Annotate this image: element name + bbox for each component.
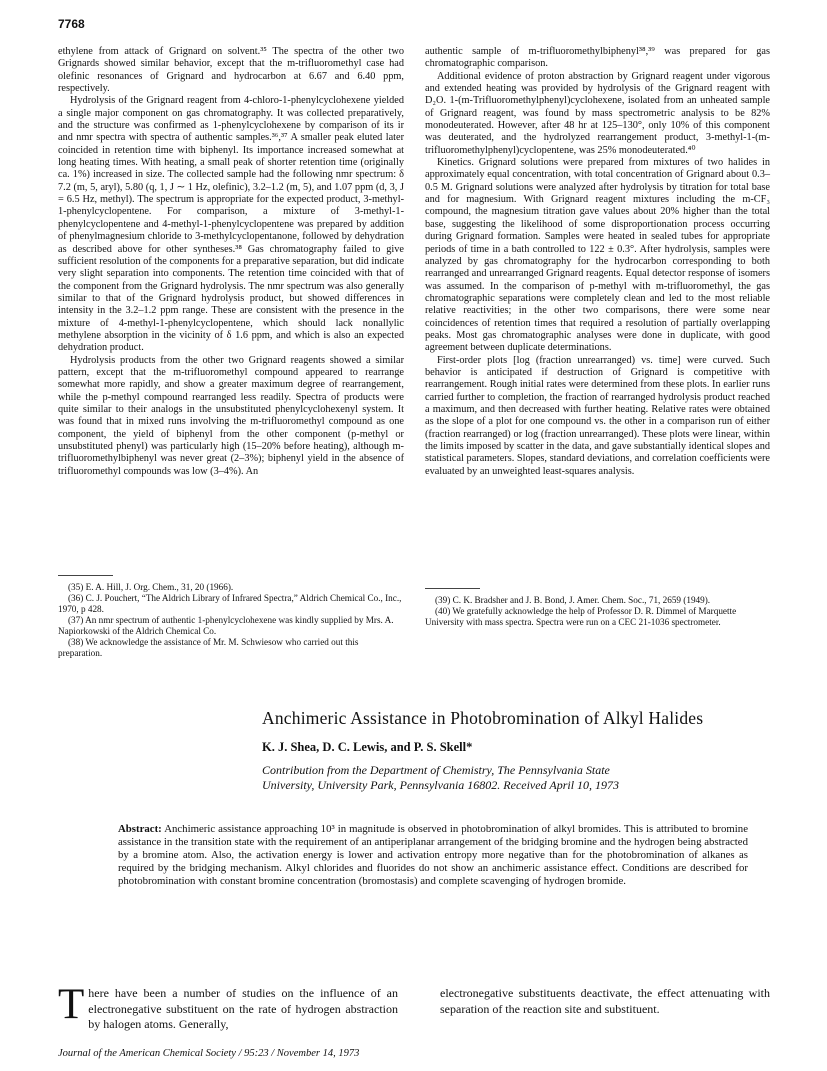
paragraph: First-order plots [log (fraction unrearranged) vs. time] were curved. Such behavior is anticipated if destruction of Grignard is competitive with rearrangement. Rough initial rates were determined from these plots. In earlier runs carried further to completion, the fraction of rearranged hydrolysis product reached a maximum, and then decreased with further heating. Relative rates were obtained as the slope of a plot for one compound vs. the other in a comparison run of either (fraction rearranged) or log (fraction unrearranged). These plots were linear, within the limits imposed by scatter in the data, and gave substantially identical slopes and statistical parameters. Slopes, standard deviations, and correlation coefficients were evaluated by an unweighted least-squares analysis. — [425, 354, 770, 477]
footnote-rule — [58, 575, 113, 576]
article-authors: K. J. Shea, D. C. Lewis, and P. S. Skell* — [262, 740, 473, 754]
footnote: (35) E. A. Hill, J. Org. Chem., 31, 20 (1966). — [68, 582, 234, 592]
intro-right-column — [440, 986, 770, 1017]
abstract — [118, 823, 748, 888]
paragraph: Kinetics. Grignard solutions were prepared from mixtures of two halides in approximately equal concentration, with total concentration of Grignard about 0.3–0.5 M. Grignard solutions were analyzed after hydrolysis by titration for total base and for magnesium. With Grignard reagent mixtures including the m-CF₃ compound, the magnesium titration gave values about 20% higher than the total base, suggesting the likelihood of some disproportionation process occurring during Grignard formation. Samples were heated in sealed tubes for appropriate periods of time in a bath controlled to 122 ± 0.3°. After hydrolysis, samples were analyzed by gas chromatography for the hydrocarbon corresponding to both rearranged and unrearranged Grignard reagents. Equal detector response of isomers was assumed. In the comparison of p-methyl with m-trifluoromethyl, the gas chromatographic separations were completely clean and led to the most reliable relative reactivities; in the other two comparisons, there were some near coincidences of retention times that required a resolution of partially overlapping peaks. Most gas chromatographic analyses were done in duplicate, with good agreement between duplicate determinations. — [425, 157, 770, 354]
article-title: Anchimeric Assistance in Photobromination of Alkyl Halides — [262, 708, 704, 728]
affiliation-line: University, University Park, Pennsylvania 16802. Received April 10, 1973 — [262, 778, 620, 792]
intro-left-column — [58, 981, 398, 1033]
right-column — [425, 46, 770, 478]
journal-footer: Journal of the American Chemical Society / 95:23 / November 14, 1973 — [58, 1048, 360, 1059]
footnote-rule — [425, 588, 480, 589]
left-column — [58, 46, 404, 478]
right-footnotes — [425, 579, 770, 628]
left-footnotes — [58, 566, 404, 659]
paragraph: ethylene from attack of Grignard on solvent.³⁵ The spectra of the other two Grignards showed similar behavior, except that the m-trifluoromethyl case had olefinic resonances of Grignard and hydrocarbon at 6.67 and 6.40 ppm, respectively. — [58, 46, 404, 95]
footnote: (40) We gratefully acknowledge the help of Professor D. R. Dimmel of Marquette University with mass spectra. Spectra were run on a CEC 21-1036 spectrometer. — [425, 606, 737, 627]
affiliation-line: Contribution from the Department of Chemistry, The Pennsylvania State — [262, 763, 610, 777]
paragraph: Hydrolysis products from the other two Grignard reagents showed a similar pattern, except that the m-trifluoromethyl compound appeared to rearrange somewhat more rapidly, and show a greater maximum degree of rearrangement, while the p-methyl compound rearranged less readily. Spectra of products were quite similar to their analogs in the unsubstituted phenylcyclohexenyl system. It was found that in mixed runs involving the m-trifluoromethyl compound as one component, the yield of biphenyl from the other component (p-methyl or unsubstituted phenyl) was particularly high (15–20% before heating), although m-trifluoromethylbiphenyl was never great (2–3%); biphenyl yield in the absence of trifluoromethyl compounds was low (3–4%). An — [58, 354, 404, 477]
drop-cap: T — [58, 981, 85, 1028]
intro-text: here have been a number of studies on the influence of an electronegative substituent on the rate of hydrogen abstraction by halogen atoms. Generally, — [88, 986, 398, 1031]
page-number: 7768 — [58, 17, 85, 31]
paragraph: authentic sample of m-trifluoromethylbiphenyl³⁸,³⁹ was prepared for gas chromatographic comparison. — [425, 46, 770, 70]
footnote: (36) C. J. Pouchert, “The Aldrich Library of Infrared Spectra,” Aldrich Chemical Co., Inc., 1970, p 428. — [58, 593, 402, 614]
intro-text: electronegative substituents deactivate, the effect attenuating with separation of the reaction site and substituent. — [440, 986, 770, 1016]
paragraph: Hydrolysis of the Grignard reagent from 4-chloro-1-phenylcyclohexene yielded a single major component on gas chromatography. It was collected preparatively, and the structure was confirmed as 1-phenylcyclohexene by comparison of its ir and nmr spectra with spectra of authentic samples.³⁶,³⁷ A smaller peak eluted later coincided in retention time with biphenyl. Its importance increased somewhat at long heating times. With heating, a small peak of shorter retention time (originally ca. 1%) increased in size. The collected sample had the following nmr spectrum: δ 7.2 (m, 5, aryl), 5.80 (q, 1, J ∼ 1 Hz, olefinic), 3.2–1.2 (m, 5), and 1.07 ppm (d, 3, J = 6.5 Hz, methyl). The spectrum is appropriate for the expected product, 3-methyl-1-phenylcyclopentene. For comparison, a mixture of 3-methyl-1-phenylcyclopentene and 4-methyl-1-phenylcyclopentene was prepared by addition of phenylmagnesium chloride to 3-methylcyclopentanone, followed by dehydration as described above for other syntheses.³⁸ Gas chromatography failed to give sufficient resolution of the components for a preparative separation, but did indicate very slight separation into components. The retention time coincided with that of the component from the Grignard hydrolysis. The nmr spectrum was also generally similar to that of the Grignard hydrolysis product, but showed differences in intensity in the 3.2–1.2 ppm range. These are consistent with the presence in the mixture of 4-methyl-1-phenylcyclopentene, which should lack nonallylic methylene absorption in the vicinity of δ 1.6 ppm, and which is also an expected dehydration product. — [58, 95, 404, 354]
paragraph: Additional evidence of proton abstraction by Grignard reagent under vigorous and extended heating was provided by hydrolysis of the Grignard reagent with D₂O. 1-(m-Trifluoromethylphenyl)cyclohexene, isolated from an unheated sample of Grignard reagent, was found by mass spectrometric analysis to be 82% monodeuterated. However, after 48 hr at 125–130°, only 10% of this component was deuterated, and the hydrolyzed rearrangement product, 3-methyl-1-(m-trifluoromethylphenyl)cyclopentene, was 25% monodeuterated.⁴⁰ — [425, 70, 770, 156]
abstract-text: Anchimeric assistance approaching 10³ in magnitude is observed in photobromination of alkyl bromides. This is attributed to bromine assistance in the transition state with the requirement of an antiperiplanar arrangement of the bridging bromine and the hydrogen being abstracted by a bromine atom. Also, the activation energy is lower and activation entropy more negative than for the photobromination of alkanes as required by the bridging mechanism. Alkyl chlorides and fluorides do not show an anchimeric assistance effect. Conditions are described for photobromination with constant bromine concentration (bromostasis) and complete scavenging of hydrogen bromide. — [118, 823, 748, 887]
footnote: (37) An nmr spectrum of authentic 1-phenylcyclohexene was kindly supplied by Mrs. A. Napiorkowski of the Aldrich Chemical Co. — [58, 615, 394, 636]
footnote: (38) We acknowledge the assistance of Mr. M. Schwiesow who carried out this preparation. — [58, 637, 359, 658]
footnote: (39) C. K. Bradsher and J. B. Bond, J. Amer. Chem. Soc., 71, 2659 (1949). — [435, 595, 711, 605]
article-affiliation — [262, 763, 782, 793]
abstract-label: Abstract: — [118, 823, 162, 835]
